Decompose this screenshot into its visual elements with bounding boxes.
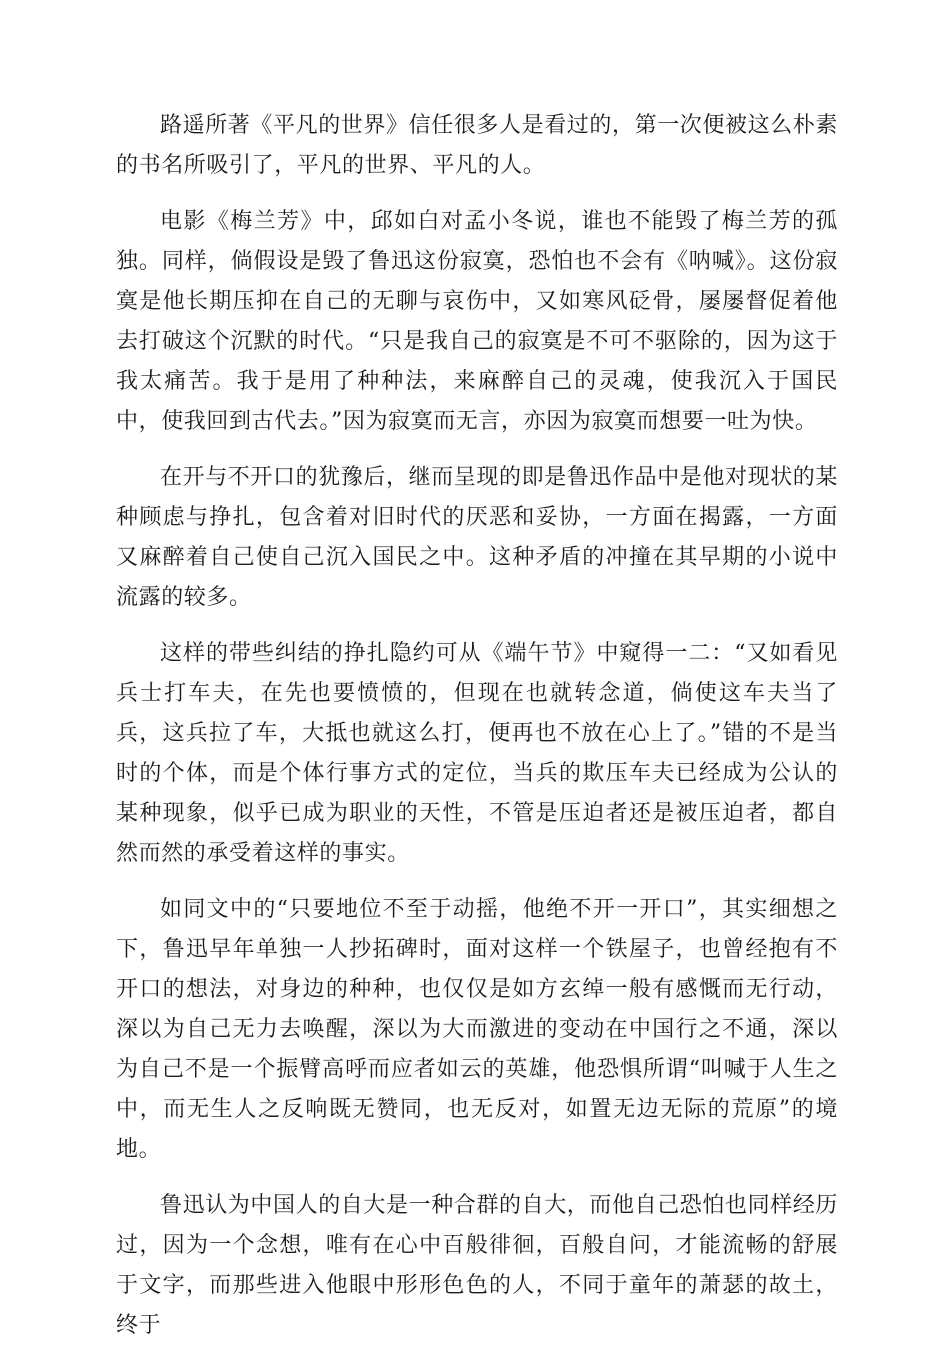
paragraph: 这样的带些纠结的挣扎隐约可从《端午节》中窥得一二：“又如看见兵士打车夫，在先也要愤愤的，但现在也就转念道，倘使这车夫当了兵，这兵拉了车，大抵也就这么打，便再也不放在心上了。”错的不是当时的个体，而是个体行事方式的定位，当兵的欺压车夫已经成为公认的某种现象，似乎已成为职业的天性，不管是压迫者还是被压迫者，都自然而然的承受着这样的事实。 — [116, 641, 838, 866]
document-body — [116, 106, 838, 1362]
paragraph: 电影《梅兰芳》中，邱如白对孟小冬说，谁也不能毁了梅兰芳的孤独。同样，倘假设是毁了鲁迅这份寂寞，恐怕也不会有《呐喊》。这份寂寞是他长期压抑在自己的无聊与哀伤中，又如寒风砭骨，屡屡督促着他去打破这个沉默的时代。“只是我自己的寂寞是不可不驱除的，因为这于我太痛苦。我于是用了种种法，来麻醉自己的灵魂，使我沉入于国民中，使我回到古代去。”因为寂寞而无言，亦因为寂寞而想要一吐为快。 — [116, 209, 838, 434]
paragraph: 鲁迅认为中国人的自大是一种合群的自大，而他自己恐怕也同样经历过，因为一个念想，唯有在心中百般徘徊，百般自问，才能流畅的舒展于文字，而那些进入他眼中形形色色的人，不同于童年的萧瑟的故土，终于 — [116, 1193, 839, 1338]
paragraph: 路遥所著《平凡的世界》信任很多人是看过的，第一次便被这么朴素的书名所吸引了，平凡的世界、平凡的人。 — [116, 113, 839, 178]
paragraph: 如同文中的“只要地位不至于动摇，他绝不开一开口”，其实细想之下，鲁迅早年单独一人抄拓碑时，面对这样一个铁屋子，也曾经抱有不开口的想法，对身边的种种，也仅仅是如方玄绰一般有感慨而无行动，深以为自己无力去唤醒，深以为大而激进的变动在中国行之不通，深以为自己不是一个振臂高呼而应者如云的英雄，他恐惧所谓“叫喊于人生之中，而无生人之反响既无赞同，也无反对，如置无边无际的荒原”的境地。 — [116, 897, 838, 1162]
paragraph: 在开与不开口的犹豫后，继而呈现的即是鲁迅作品中是他对现状的某种顾虑与挣扎，包含着对旧时代的厌恶和妥协，一方面在揭露，一方面又麻醉着自己使自己沉入国民之中。这种矛盾的冲撞在其早期的小说中流露的较多。 — [116, 465, 839, 610]
